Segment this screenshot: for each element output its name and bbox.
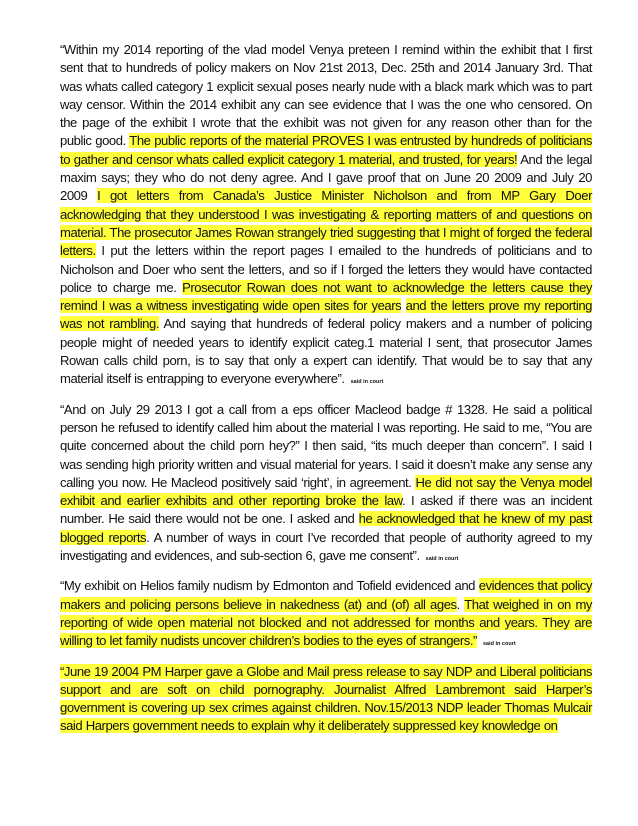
- highlighted-text: evidences that policy makers and policing persons believe in nakedness (at) and (of) all ages: [60, 578, 592, 612]
- body-text: [401, 298, 405, 313]
- highlighted-text: and the letters prove my reporting was not rambling.: [60, 298, 592, 332]
- highlighted-text: Prosecutor Rowan does not want to acknowledge the letters cause they remind I was a witness investigating wide open sites for years: [60, 279, 593, 314]
- paragraph: [60, 577, 592, 653]
- highlighted-text: he acknowledged that he knew of my past blogged reports: [60, 511, 593, 545]
- court-note: said in court: [425, 556, 459, 563]
- document-body: [60, 41, 592, 745]
- body-text: . I asked if there was an incident number. He said there would not be one. I asked and: [60, 493, 592, 527]
- body-text: .: [456, 596, 465, 612]
- court-note: said in court: [350, 379, 384, 386]
- body-text: “Within my 2014 reporting of the vlad model Venya preteen I remind within the exhibit that I first sent that to hundreds of policy makers on Nov 21st 2013, Dec. 25th and 2014 January 3rd. That was whats called category 1 explicit sexual poses nearly nude with a black mark which was to part way censor. Within the 2014 exhibit any can see evidence that I was the one who censored. On the page of the exhibit I wrote that the exhibit was not given for any reason other than for the public good.: [60, 42, 592, 149]
- body-text: . A number of ways in court I’ve recorded that people of authority agreed to my investigating and evidences, and sub-section 6, gave me consent”.: [60, 529, 592, 564]
- highlighted-text: He did not say the Venya model exhibit and earlier exhibits and other reporting broke the law: [60, 474, 592, 509]
- paragraph: [60, 401, 592, 569]
- paragraph: [60, 41, 592, 392]
- body-text: “And on July 29 2013 I got a call from a eps officer Macleod badge # 1328. He said a political person he refused to identify called him about the material I was reporting. He said to me, “You are quite concerned about the child porn hey?” I then said, “its much deeper than concern”. I said I was sending high priority written and visual material for years. I said it doesn’t make any sense any calling you now. He Macleod positively said ‘right’, in agreement.: [60, 401, 592, 490]
- body-text: And the legal maxim says; they who do not deny agree. And I gave proof that on June 20 2009 and July 20 2009: [60, 151, 592, 204]
- body-text: And saying that hundreds of federal policy makers and a number of policing people might of needed years to identify explicit categ.1 material I sent, that prosecutor James Rowan calls child porn, is to say that only a expert can identify. That would be to say that any material itself is entrapping to everyone everywhere”.: [60, 316, 592, 387]
- body-text: “My exhibit on Helios family nudism by Edmonton and Tofield evidenced and: [60, 578, 479, 594]
- highlighted-text: That weighed in on my reporting of wide open material not blocked and not addressed for months and years. They are willing to let family nudists uncover children’s bodies to the eyes of strangers.”: [60, 596, 592, 649]
- highlighted-text: I got letters from Canada’s Justice Minister Nicholson and from MP Gary Doer acknowledging that they understood I was investigating & reporting matters of and questions on material. The prosecutor James Rowan strangely tried suggesting that I might of forged the federal letters.: [60, 188, 592, 259]
- highlighted-text: “June 19 2004 PM Harper gave a Globe and Mail press release to say NDP and Liberal politicians support and are soft on child pornography. Journalist Alfred Lambremont said Harper’s government is covering up sex crimes against children. Nov.15/2013 NDP leader Thomas Mulcair said Harpers government needs to explain why it deliberately suppressed key knowledge on: [60, 663, 592, 734]
- body-text: I put the letters within the report pages I emailed to the hundreds of politicians and to Nicholson and Doer who sent the letters, and so if I forged the letters they would have contacted police to charge me.: [60, 243, 592, 295]
- highlighted-text: The public reports of the material PROVES I was entrusted by hundreds of politicians to gather and censor whats called explicit category 1 material, and trusted, for years!: [60, 133, 592, 167]
- court-note: said in court: [482, 641, 516, 648]
- paragraph: [60, 663, 592, 736]
